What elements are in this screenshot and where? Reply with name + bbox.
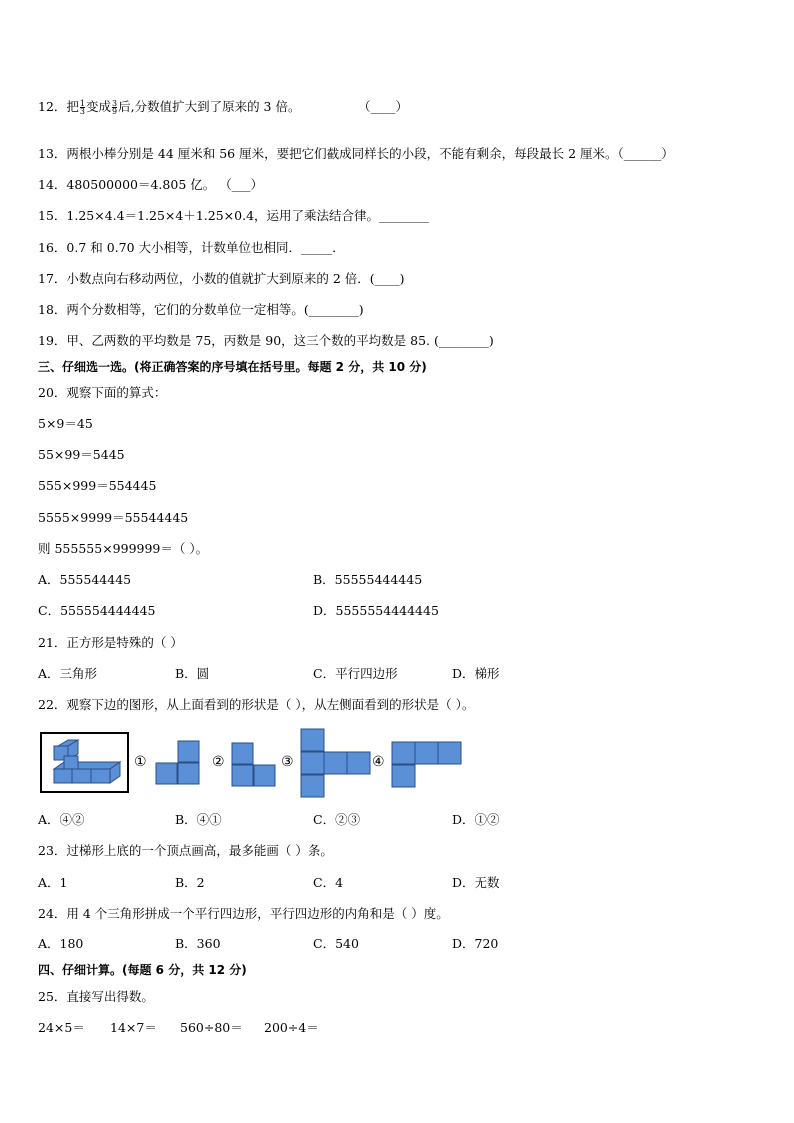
question-20-title: 20．观察下面的算式：	[38, 385, 167, 400]
question-20-ask: 则 555555×999999＝（ ）。	[38, 541, 209, 556]
section-4-heading: 四、仔细计算。(每题 6 分，共 12 分)	[38, 963, 247, 977]
label-2: ②	[212, 754, 225, 770]
equation-4: 5555×9999＝55544445	[38, 510, 189, 525]
q23-option-b[interactable]: B．2	[175, 875, 205, 890]
question-19: 19．甲、乙两数的平均数是 75，丙数是 90，这三个数的平均数是 85. (________)	[38, 333, 494, 348]
q12-suffix: 后,分数值扩大到了原来的 3 倍。	[118, 99, 301, 114]
calc-item-3: 560÷80＝	[180, 1020, 243, 1035]
question-14: 14．480500000＝4.805 亿。 （___）	[38, 177, 263, 192]
q22-option-c[interactable]: C．②③	[313, 812, 361, 827]
solid-figure-image	[40, 732, 130, 794]
fraction-1: $\frac{1}{3}$	[79, 99, 85, 116]
q23-option-c[interactable]: C．4	[313, 875, 344, 890]
question-23-title: 23．过梯形上底的一个顶点画高，最多能画（ ）条。	[38, 843, 333, 858]
question-24-title: 24．用 4 个三角形拼成一个平行四边形，平行四边形的内角和是（ ）度。	[38, 906, 449, 921]
question-21-title: 21．正方形是特殊的（ ）	[38, 635, 183, 650]
question-15: 15．1.25×4.4＝1.25×4＋1.25×0.4，运用了乘法结合律。________	[38, 208, 430, 223]
q12-prefix: 12．把	[38, 99, 79, 114]
question-18: 18．两个分数相等，它们的分数单位一定相等。(________)	[38, 302, 364, 317]
q23-option-a[interactable]: A．1	[38, 875, 68, 890]
fraction-2: $\frac{3}{9}$	[112, 99, 118, 116]
label-3: ③	[281, 754, 294, 770]
q20-option-c[interactable]: C．555554444445	[38, 603, 156, 618]
q22-option-a[interactable]: A．④②	[38, 812, 85, 827]
q21-option-d[interactable]: D．梯形	[452, 666, 500, 681]
label-1: ①	[134, 754, 147, 770]
q24-option-b[interactable]: B．360	[175, 936, 221, 951]
question-25-title: 25．直接写出得数。	[38, 989, 154, 1004]
view-shape-2	[231, 742, 277, 788]
q22-figures	[0, 726, 794, 798]
label-4: ④	[372, 754, 385, 770]
q21-option-a[interactable]: A．三角形	[38, 666, 98, 681]
equation-3: 555×999＝554445	[38, 478, 157, 493]
q21-option-b[interactable]: B．圆	[175, 666, 210, 681]
calc-item-1: 24×5＝	[38, 1020, 85, 1035]
question-16: 16．0.7 和 0.70 大小相等，计数单位也相同．_____．	[38, 240, 345, 255]
q24-option-a[interactable]: A．180	[38, 936, 84, 951]
calc-item-4: 200÷4＝	[264, 1020, 319, 1035]
q20-option-a[interactable]: A．555544445	[38, 572, 132, 587]
q22-option-b[interactable]: B．④①	[175, 812, 222, 827]
q12-blank[interactable]: （____）	[358, 99, 409, 114]
question-12	[38, 99, 300, 115]
question-13: 13．两根小棒分别是 44 厘米和 56 厘米，要把它们截成同样长的小段，不能有剩余，每段最长 2 厘米。（______）	[38, 146, 674, 161]
calc-item-2: 14×7＝	[110, 1020, 157, 1035]
q24-option-d[interactable]: D．720	[452, 936, 499, 951]
q21-option-c[interactable]: C．平行四边形	[313, 666, 398, 681]
q12-mid: 变成	[86, 99, 112, 114]
question-22-title: 22．观察下边的图形，从上面看到的形状是（ ），从左侧面看到的形状是（ ）。	[38, 697, 475, 712]
q22-option-d[interactable]: D．①②	[452, 812, 500, 827]
equation-1: 5×9＝45	[38, 416, 93, 431]
equation-2: 55×99＝5445	[38, 447, 125, 462]
q24-option-c[interactable]: C．540	[313, 936, 359, 951]
q20-option-b[interactable]: B．55555444445	[313, 572, 423, 587]
question-17: 17．小数点向右移动两位，小数的值就扩大到原来的 2 倍．(____)	[38, 271, 405, 286]
q23-option-d[interactable]: D．无数	[452, 875, 500, 890]
view-shape-4	[391, 741, 463, 789]
section-3-heading: 三、仔细选一选。(将正确答案的序号填在括号里。每题 2 分，共 10 分)	[38, 360, 427, 374]
q20-option-d[interactable]: D．5555554444445	[313, 603, 439, 618]
view-shape-3	[300, 728, 372, 798]
view-shape-1	[155, 740, 201, 786]
